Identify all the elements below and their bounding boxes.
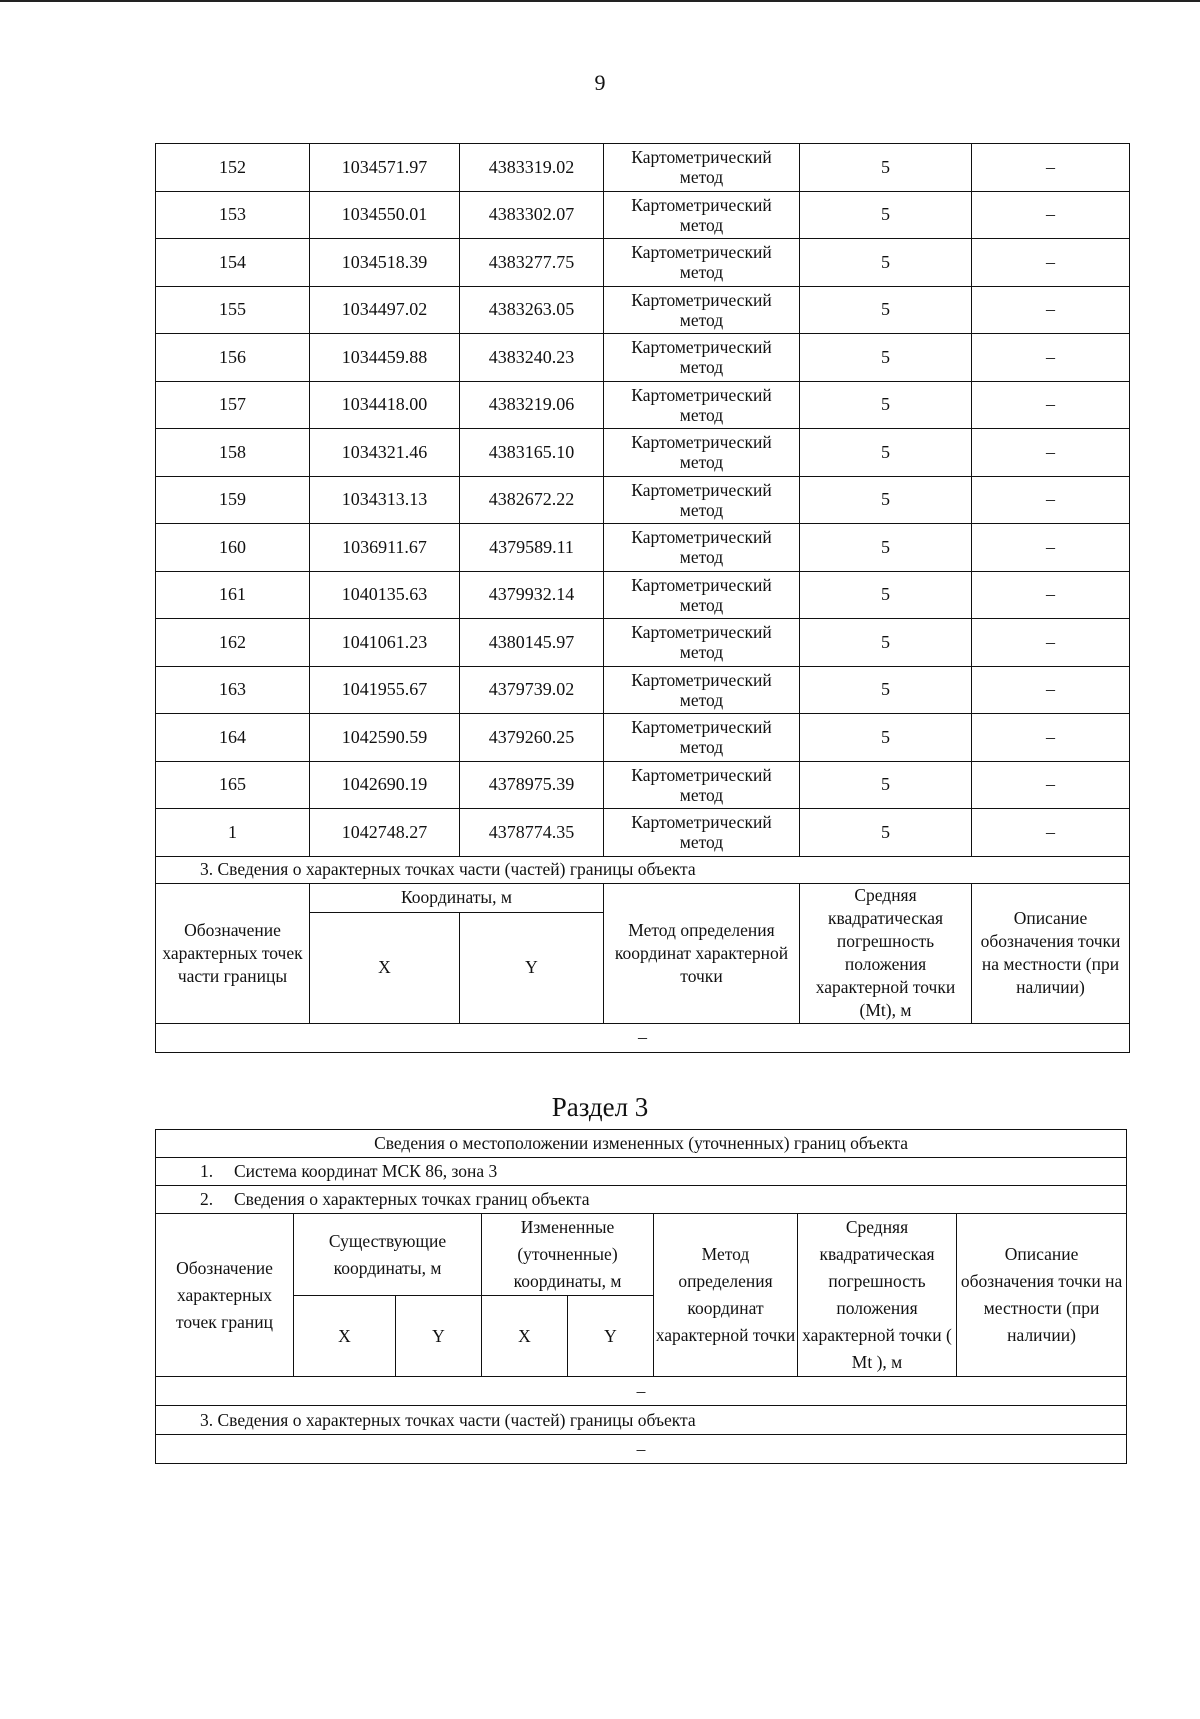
x-coordinate-cell: 1042690.19 [310,761,460,809]
part-empty-row [156,1023,1130,1052]
method-cell [604,666,800,714]
description-cell: – [972,571,1130,619]
method-text: метод [679,642,724,663]
table-row [156,429,1130,477]
mt-cell: 5 [800,476,972,524]
point-id-cell: 159 [156,476,310,524]
col-header-description: Описание обозначения точки на местности (при наличии) [957,1214,1127,1377]
coordinate-system-text: Система координат МСК 86, зона 3 [234,1161,498,1181]
y-coordinate-cell: 4383302.07 [460,191,604,239]
mt-cell: 5 [800,571,972,619]
method-text: Картометрический [631,479,772,500]
point-id-cell: 153 [156,191,310,239]
boundary-points-table [155,143,1130,1053]
method-text: Картометрический [631,574,772,595]
section-3-empty-row [156,1377,1127,1406]
y-coordinate-cell: 4383165.10 [460,429,604,477]
item-number: 1. [200,1161,214,1181]
section-3-empty-value: – [156,1377,1127,1406]
col-header-existing-x: X [294,1296,396,1377]
y-coordinate-cell: 4379589.11 [460,524,604,572]
col-header-description: Описание обозначения точки на местности (при наличии) [972,883,1130,1023]
point-id-cell: 154 [156,239,310,287]
method-cell [604,714,800,762]
description-cell: – [972,666,1130,714]
method-cell [604,809,800,857]
coordinate-system-row [156,1158,1127,1186]
method-text: метод [679,404,724,425]
section-3-title: Сведения о местоположении измененных (уточненных) границ объекта [156,1130,1127,1158]
method-text: Картометрический [631,384,772,405]
mt-cell: 5 [800,619,972,667]
description-cell: – [972,761,1130,809]
description-cell: – [972,286,1130,334]
method-text: метод [679,547,724,568]
method-cell [604,334,800,382]
x-coordinate-cell: 1041061.23 [310,619,460,667]
col-header-changed-x: X [482,1296,568,1377]
section-3-part-title-row [156,1406,1127,1435]
y-coordinate-cell: 4379932.14 [460,571,604,619]
method-text: метод [679,309,724,330]
method-text: Картометрический [631,289,772,310]
item-number: 2. [200,1189,214,1209]
y-coordinate-cell: 4383319.02 [460,144,604,192]
section-3-heading: Раздел 3 [551,1092,649,1122]
part-header-row [156,883,1130,912]
section-3-part-title: 3. Сведения о характерных точках части (частей) границы объекта [156,1406,1127,1435]
method-text: Картометрический [631,194,772,215]
mt-cell: 5 [800,334,972,382]
col-header-changed-y: Y [568,1296,654,1377]
description-cell: – [972,714,1130,762]
section-3-part-empty-row [156,1435,1127,1464]
mt-cell: 5 [800,239,972,287]
part-section-title-row [156,856,1130,883]
mt-cell: 5 [800,714,972,762]
x-coordinate-cell: 1034497.02 [310,286,460,334]
mt-cell: 5 [800,761,972,809]
y-coordinate-cell: 4379739.02 [460,666,604,714]
method-text: Картометрический [631,432,772,453]
description-cell: – [972,809,1130,857]
section-3-table [155,1129,1127,1464]
col-header-method: Метод определения координат характерной точки [654,1214,798,1377]
col-header-x: X [310,912,460,1023]
description-cell: – [972,381,1130,429]
x-coordinate-cell: 1034571.97 [310,144,460,192]
y-coordinate-cell: 4379260.25 [460,714,604,762]
section-3-part-empty-value: – [156,1435,1127,1464]
mt-cell: 5 [800,144,972,192]
col-header-mt: Средняя квадратическая погрешность положения характерной точки ( Mt ), м [798,1214,957,1377]
x-coordinate-cell: 1040135.63 [310,571,460,619]
col-header-changed-coordinates: Измененные (уточненные) координаты, м [482,1214,654,1296]
method-text: Картометрический [631,669,772,690]
table-row [156,144,1130,192]
method-cell [604,429,800,477]
mt-cell: 5 [800,429,972,477]
method-text: Картометрический [631,337,772,358]
col-header-existing-y: Y [396,1296,482,1377]
description-cell: – [972,476,1130,524]
y-coordinate-cell: 4382672.22 [460,476,604,524]
x-coordinate-cell: 1041955.67 [310,666,460,714]
page-number: 9 [594,70,606,95]
section-3-title-row [156,1130,1127,1158]
method-cell [604,144,800,192]
col-header-coordinates: Координаты, м [310,883,604,912]
method-text: метод [679,737,724,758]
method-text: метод [679,452,724,473]
method-cell [604,571,800,619]
x-coordinate-cell: 1034550.01 [310,191,460,239]
description-cell: – [972,239,1130,287]
table-row [156,761,1130,809]
method-text: Картометрический [631,812,772,833]
method-text: метод [679,689,724,710]
point-id-cell: 162 [156,619,310,667]
description-cell: – [972,619,1130,667]
y-coordinate-cell: 4383219.06 [460,381,604,429]
col-header-point-id: Обозначение характерных точек части границы [156,883,310,1023]
point-id-cell: 163 [156,666,310,714]
table-row [156,809,1130,857]
x-coordinate-cell: 1034518.39 [310,239,460,287]
method-text: метод [679,167,724,188]
table-row [156,619,1130,667]
point-id-cell: 165 [156,761,310,809]
table-row [156,476,1130,524]
y-coordinate-cell: 4383277.75 [460,239,604,287]
method-text: Картометрический [631,242,772,263]
method-cell [604,761,800,809]
point-id-cell: 161 [156,571,310,619]
page-top-border [0,0,1200,2]
x-coordinate-cell: 1042748.27 [310,809,460,857]
table-row [156,666,1130,714]
method-cell [604,381,800,429]
point-id-cell: 158 [156,429,310,477]
method-text: Картометрический [631,764,772,785]
method-text: метод [679,357,724,378]
method-text: метод [679,262,724,283]
mt-cell: 5 [800,191,972,239]
points-info-text: Сведения о характерных точках границ объекта [234,1189,590,1209]
boundary-points-body [156,144,1130,857]
point-id-cell: 155 [156,286,310,334]
part-empty-value: – [156,1023,1130,1052]
method-text: Картометрический [631,527,772,548]
y-coordinate-cell: 4383240.23 [460,334,604,382]
method-cell [604,524,800,572]
x-coordinate-cell: 1034313.13 [310,476,460,524]
method-cell [604,191,800,239]
mt-cell: 5 [800,809,972,857]
mt-cell: 5 [800,286,972,334]
y-coordinate-cell: 4380145.97 [460,619,604,667]
mt-cell: 5 [800,381,972,429]
x-coordinate-cell: 1034459.88 [310,334,460,382]
table-row [156,191,1130,239]
description-cell: – [972,144,1130,192]
description-cell: – [972,524,1130,572]
method-text: метод [679,214,724,235]
point-id-cell: 152 [156,144,310,192]
point-id-cell: 164 [156,714,310,762]
y-coordinate-cell: 4378774.35 [460,809,604,857]
table-row [156,381,1130,429]
table-row [156,239,1130,287]
y-coordinate-cell: 4378975.39 [460,761,604,809]
mt-cell: 5 [800,524,972,572]
method-cell [604,286,800,334]
x-coordinate-cell: 1036911.67 [310,524,460,572]
x-coordinate-cell: 1034321.46 [310,429,460,477]
col-header-method: Метод определения координат характерной точки [604,883,800,1023]
section-3-header-row [156,1214,1127,1296]
method-text: метод [679,499,724,520]
method-text: Картометрический [631,147,772,168]
method-cell [604,239,800,287]
col-header-existing-coordinates: Существующие координаты, м [294,1214,482,1296]
x-coordinate-cell: 1034418.00 [310,381,460,429]
part-section-title: 3. Сведения о характерных точках части (частей) границы объекта [156,856,1130,883]
method-text: Картометрический [631,717,772,738]
description-cell: – [972,334,1130,382]
y-coordinate-cell: 4383263.05 [460,286,604,334]
description-cell: – [972,429,1130,477]
table-row [156,571,1130,619]
point-id-cell: 157 [156,381,310,429]
method-text: метод [679,784,724,805]
col-header-point-id: Обозначение характерных точек границ [156,1214,294,1377]
method-text: Картометрический [631,622,772,643]
table-row [156,524,1130,572]
description-cell: – [972,191,1130,239]
method-text: метод [679,594,724,615]
col-header-mt: Средняя квадратическая погрешность положения характерной точки (Mt), м [800,883,972,1023]
table-row [156,286,1130,334]
mt-cell: 5 [800,666,972,714]
point-id-cell: 1 [156,809,310,857]
method-cell [604,476,800,524]
table-row [156,714,1130,762]
method-text: метод [679,832,724,853]
point-id-cell: 156 [156,334,310,382]
col-header-y: Y [460,912,604,1023]
table-row [156,334,1130,382]
method-cell [604,619,800,667]
x-coordinate-cell: 1042590.59 [310,714,460,762]
points-info-row [156,1186,1127,1214]
point-id-cell: 160 [156,524,310,572]
